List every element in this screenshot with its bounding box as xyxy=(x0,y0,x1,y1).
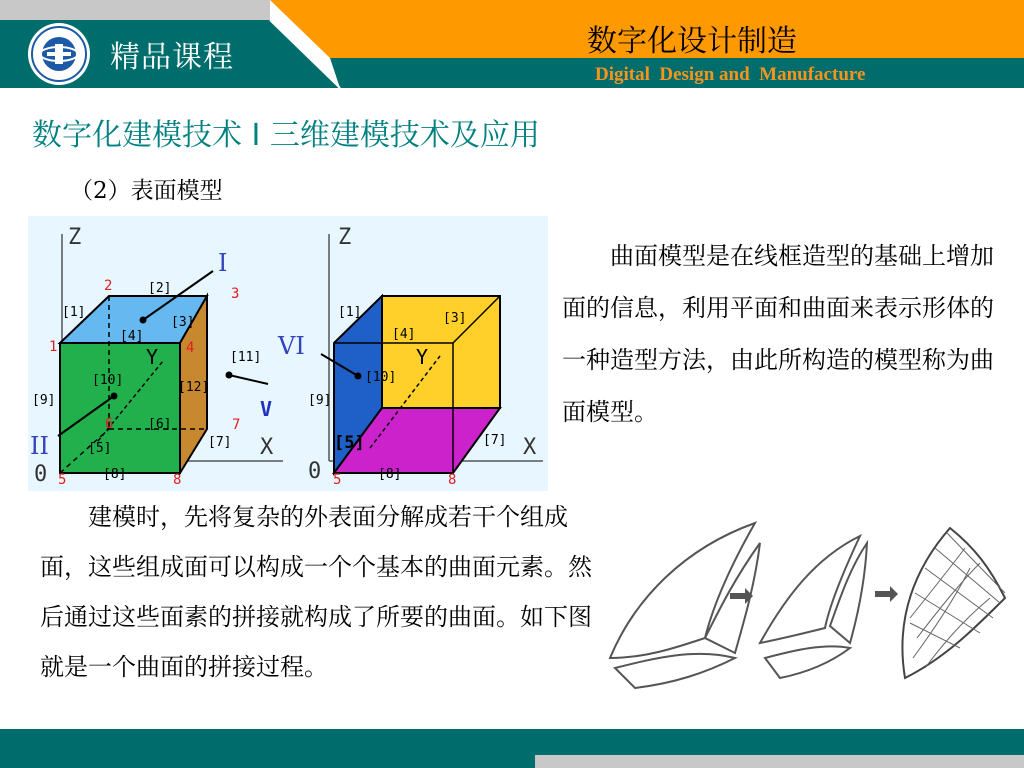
vertex-label: 4 xyxy=(186,340,195,356)
vertex-label: 5 xyxy=(333,472,342,488)
slide-subtitle: （2）表面模型 xyxy=(70,178,223,204)
edge-label: [11] xyxy=(230,350,262,365)
brand-label: 精品课程 xyxy=(110,40,234,75)
edge-label: [1] xyxy=(62,305,86,320)
roman-label: V xyxy=(260,397,273,421)
edge-label: [7] xyxy=(483,433,507,448)
axis-z-label: Z xyxy=(68,225,82,250)
vertex-label: 1 xyxy=(49,339,58,355)
roman-label: I xyxy=(218,249,228,277)
edge-label: [3] xyxy=(443,311,467,326)
surface-stitching-illustration xyxy=(595,508,1020,703)
edge-label: [12] xyxy=(178,380,210,395)
vertex-label: 8 xyxy=(448,472,457,488)
edge-label: [8] xyxy=(103,467,127,482)
vertex-label: 7 xyxy=(232,417,241,433)
slide-title: 数字化建模技术 I 三维建模技术及应用 xyxy=(32,118,540,153)
axis-x-label: X xyxy=(260,435,274,460)
paragraph-surface-model: 曲面模型是在线框造型的基础上增加面的信息，利用平面和曲面来表示形体的一种造型方法，由此所构造的模型称为曲面模型。 xyxy=(562,242,994,426)
edge-label: [4] xyxy=(120,329,144,344)
axis-z-label: Z xyxy=(338,225,352,250)
roman-label: II xyxy=(30,432,49,460)
edge-label: [4] xyxy=(392,327,416,342)
edge-label: [2] xyxy=(148,281,172,296)
axis-y-label: Y xyxy=(146,345,159,369)
edge-label: [5] xyxy=(88,441,112,456)
surface-stage-2 xyxy=(760,536,867,678)
roman-label: VI xyxy=(278,332,305,360)
surface-model-figure xyxy=(28,216,548,491)
edge-label: [3] xyxy=(171,315,195,330)
axis-x-label: X xyxy=(523,435,537,460)
vertex-label: 8 xyxy=(173,472,182,488)
surface-stage-1 xyxy=(610,523,760,688)
axis-y-label: Y xyxy=(416,345,429,369)
footer-band xyxy=(0,729,1024,768)
edge-label: [10] xyxy=(365,370,397,385)
surface-stage-3 xyxy=(902,528,1005,678)
axis-origin-label: 0 xyxy=(34,462,48,487)
edge-label: [1] xyxy=(338,305,362,320)
paragraph-modeling-process: 建模时，先将复杂的外表面分解成若干个组成面，这些组成面可以构成一个个基本的曲面元素。然后通过这些面素的拼接就构成了所要的曲面。如下图就是一个曲面的拼接过程。 xyxy=(40,503,592,681)
edge-label: [7] xyxy=(208,435,232,450)
axis-origin-label: 0 xyxy=(308,459,322,484)
vertex-label: 3 xyxy=(231,286,240,302)
vertex-label: 2 xyxy=(104,278,113,294)
arrow-icon xyxy=(875,586,898,602)
face-label: [5] xyxy=(334,433,365,453)
edge-label: [8] xyxy=(378,467,402,482)
edge-label: [9] xyxy=(308,393,332,408)
course-title-cn: 数字化设计制造 xyxy=(587,24,797,59)
course-title-en: Digital Design and Manufacture xyxy=(595,64,866,85)
edge-label: [9] xyxy=(32,393,56,408)
edge-label: [6] xyxy=(148,417,172,432)
vertex-label: 5 xyxy=(58,472,67,488)
edge-label: [10] xyxy=(92,373,124,388)
vertex-label: 6 xyxy=(105,416,114,432)
